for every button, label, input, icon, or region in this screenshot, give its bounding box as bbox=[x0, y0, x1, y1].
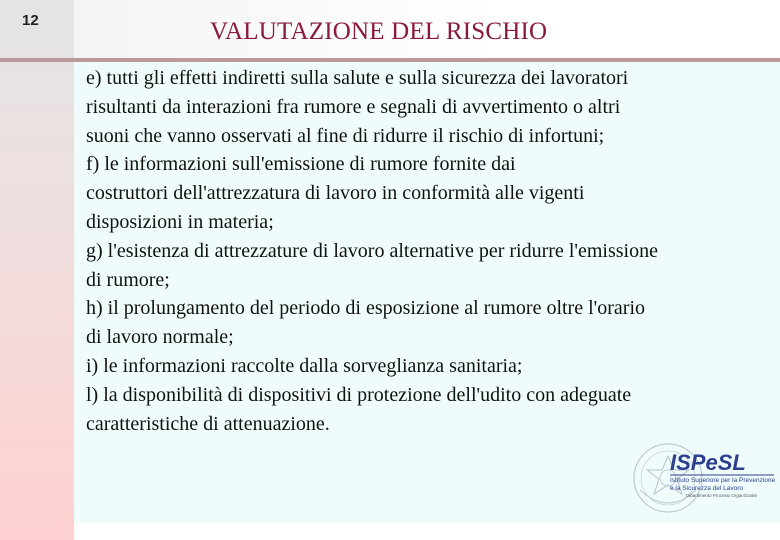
left-band bbox=[0, 0, 74, 540]
logo-wordmark: ISPeSL bbox=[670, 450, 746, 475]
body-line: costruttori dell'attrezzatura di lavoro in conformità alle vigenti bbox=[86, 182, 585, 205]
body-line: di lavoro normale; bbox=[86, 326, 234, 349]
logo-tagline-2: e la Sicurezza del Lavoro bbox=[670, 485, 743, 492]
body-line: g) l'esistenza di attrezzature di lavoro alternative per ridurre l'emissione bbox=[86, 239, 658, 262]
body-line: suoni che vanno osservati al fine di ridurre il rischio di infortuni; bbox=[86, 124, 605, 147]
body-line: h) il prolungamento del periodo di esposizione al rumore oltre l'orario bbox=[86, 297, 646, 320]
body-line: disposizioni in materia; bbox=[86, 210, 274, 233]
body-line: risultanti da interazioni fra rumore e segnali di avvertimento o altri bbox=[86, 95, 621, 118]
body-text bbox=[86, 64, 776, 438]
body-line: i) le informazioni raccolte dalla sorveglianza sanitaria; bbox=[86, 354, 523, 377]
ispesl-logo bbox=[626, 430, 776, 530]
logo-tagline-1: Istituto Superiore per la Prevenzione bbox=[670, 477, 776, 484]
body-line: l) la disponibilità di dispositivi di protezione dell'udito con adeguate bbox=[86, 383, 632, 406]
slide-number: 12 bbox=[22, 12, 39, 29]
body-line: f) le informazioni sull'emissione di rumore fornite dai bbox=[86, 153, 516, 176]
page-title: VALUTAZIONE DEL RISCHIO bbox=[210, 18, 548, 45]
body-line: caratteristiche di attenuazione. bbox=[86, 412, 330, 435]
body-line: di rumore; bbox=[86, 268, 170, 291]
body-line: e) tutti gli effetti indiretti sulla salute e sulla sicurezza dei lavoratori bbox=[86, 67, 629, 89]
logo-tagline-3: Dipartimento Processi Organizzativi bbox=[686, 493, 758, 498]
